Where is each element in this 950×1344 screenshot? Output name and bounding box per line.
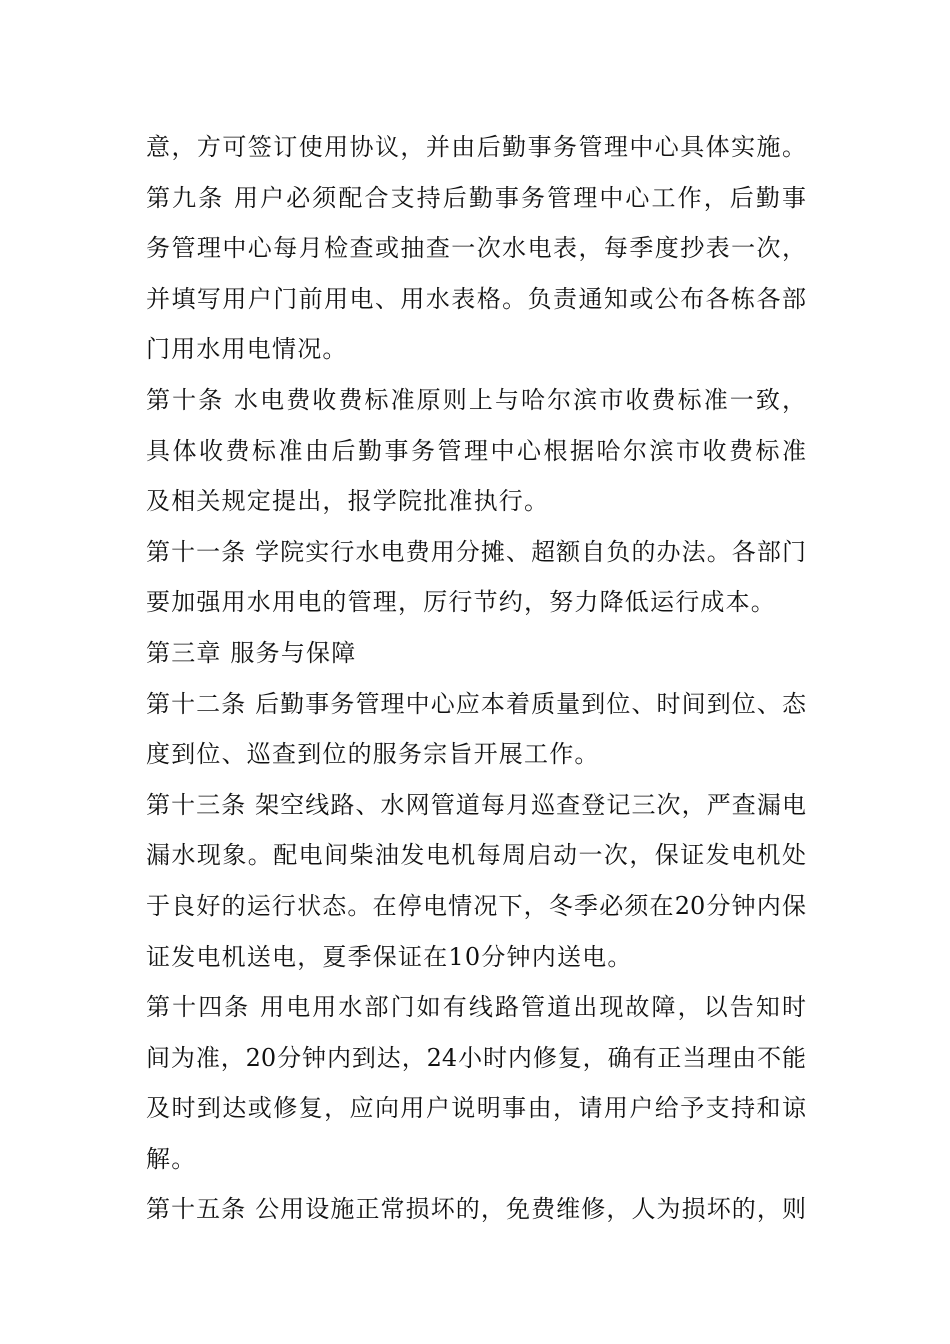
article-13-line-1: 第十三条 架空线路、水网管道每月巡查登记三次，严查漏电 bbox=[146, 790, 806, 819]
article-13-line-4: 证发电机送电，夏季保证在10分钟内送电。 bbox=[146, 942, 633, 971]
article-11-line-2: 要加强用水用电的管理，厉行节约，努力降低运行成本。 bbox=[146, 588, 776, 617]
article-10-line-1: 第十条 水电费收费标准原则上与哈尔滨市收费标准一致， bbox=[146, 385, 806, 414]
article-10-line-2: 具体收费标准由后勤事务管理中心根据哈尔滨市收费标准 bbox=[146, 436, 806, 465]
article-14-line-2: 间为准，20分钟内到达，24小时内修复，确有正当理由不能 bbox=[146, 1043, 806, 1072]
article-13-line-2: 漏水现象。配电间柴油发电机每周启动一次，保证发电机处 bbox=[146, 841, 806, 870]
article-14-line-4: 解。 bbox=[146, 1144, 197, 1173]
article-9-line-2: 务管理中心每月检查或抽查一次水电表，每季度抄表一次， bbox=[146, 234, 806, 263]
article-12-line-2: 度到位、巡查到位的服务宗旨开展工作。 bbox=[146, 740, 600, 769]
article-14-line-1: 第十四条 用电用水部门如有线路管道出现故障，以告知时 bbox=[146, 993, 806, 1022]
article-12-line-1: 第十二条 后勤事务管理中心应本着质量到位、时间到位、态 bbox=[146, 689, 806, 718]
text-line-1: 意，方可签订使用协议，并由后勤事务管理中心具体实施。 bbox=[146, 133, 806, 161]
document-body bbox=[146, 122, 806, 1235]
article-14-line-3: 及时到达或修复，应向用户说明事由，请用户给予支持和谅 bbox=[146, 1094, 806, 1123]
chapter-3-heading: 第三章 服务与保障 bbox=[146, 638, 357, 667]
article-9-line-4: 门用水用电情况。 bbox=[146, 335, 348, 364]
article-9-line-1: 第九条 用户必须配合支持后勤事务管理中心工作，后勤事 bbox=[146, 183, 806, 212]
article-13-line-3: 于良好的运行状态。在停电情况下，冬季必须在20分钟内保 bbox=[146, 891, 806, 920]
article-15-line-1: 第十五条 公用设施正常损坏的，免费维修，人为损坏的，则 bbox=[146, 1195, 806, 1224]
article-9-line-3: 并填写用户门前用电、用水表格。负责通知或公布各栋各部 bbox=[146, 284, 806, 313]
article-11-line-1: 第十一条 学院实行水电费用分摊、超额自负的办法。各部门 bbox=[146, 537, 806, 566]
article-10-line-3: 及相关规定提出，报学院批准执行。 bbox=[146, 487, 550, 516]
